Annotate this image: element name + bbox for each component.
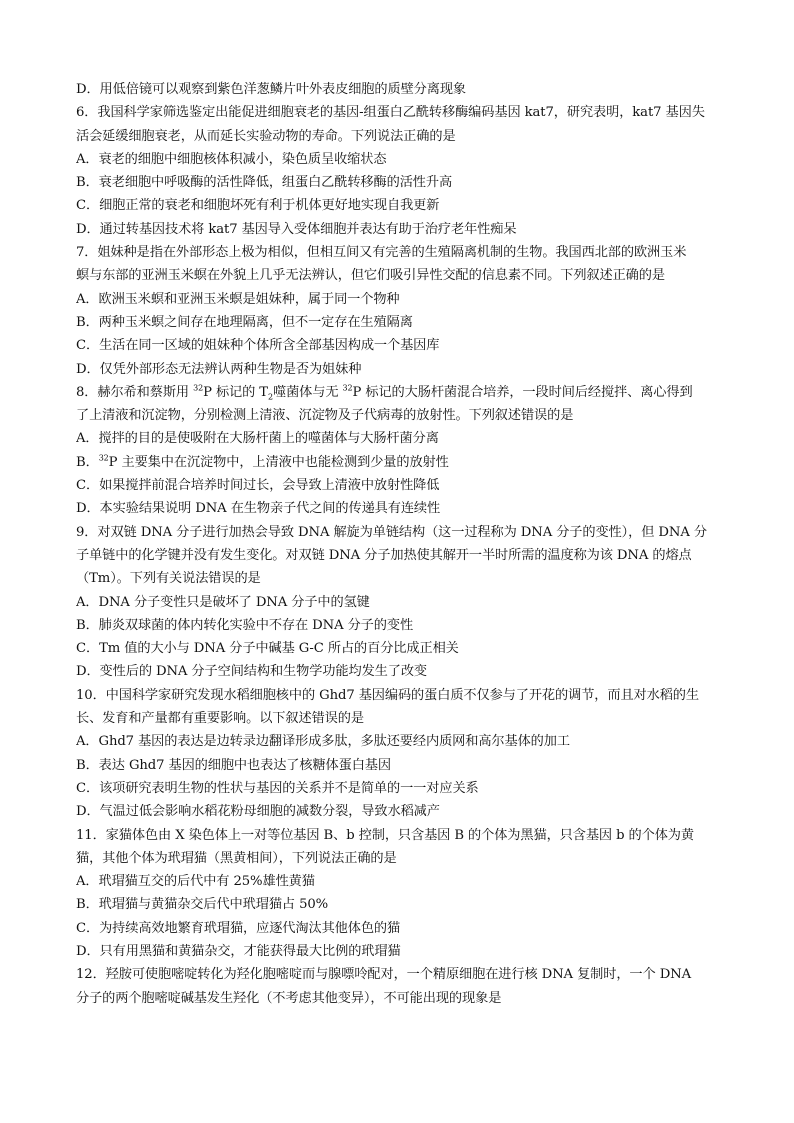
q8-isotope-superscript: 32 [193, 383, 204, 393]
q10-stem-line-2: 长、发育和产量都有重要影响。以下叙述错误的是 [76, 711, 364, 727]
q11-option-a: A．玳瑁猫互交的后代中有 25%雄性黄猫 [76, 874, 315, 890]
q8-stem-text-c: 噬菌体与无 [273, 384, 343, 400]
q9-stem-line-1: 9．对双链 DNA 分子进行加热会导致 DNA 解旋为单链结构（这一过程称为 DNA 分子的变性），但 DNA 分 [76, 524, 707, 540]
q8-option-c: C．如果搅拌前混合培养时间过长，会导致上清液中放射性降低 [76, 478, 440, 494]
q6-option-c: C．细胞正常的衰老和细胞坏死有利于机体更好地实现自我更新 [76, 198, 440, 214]
q8-isotope-superscript-2: 32 [342, 383, 353, 393]
q6-stem-line-2: 活会延缓细胞衰老，从而延长实验动物的寿命。下列说法正确的是 [76, 128, 456, 144]
q10-option-b: B．表达 Ghd7 基因的细胞中也表达了核糖体蛋白基因 [76, 757, 391, 773]
q12-stem-line-2: 分子的两个胞嘧啶碱基发生羟化（不考虑其他变异），不可能出现的现象是 [76, 990, 502, 1006]
page-content [76, 78, 728, 1010]
q6-stem-line-1: 6．我国科学家筛选鉴定出能促进细胞衰老的基因-组蛋白乙酰转移酶编码基因 kat7，研究表明，kat7 基因失 [76, 105, 705, 121]
q10-stem-line-1: 10．中国科学家研究发现水稻细胞核中的 Ghd7 基因编码的蛋白质不仅参与了开花的调节，而且对水稻的生 [76, 687, 699, 703]
q10-option-d: D．气温过低会影响水稻花粉母细胞的减数分裂，导致水稻减产 [76, 804, 440, 820]
q7-stem-line-2: 螟与东部的亚洲玉米螟在外貌上几乎无法辨认，但它们吸引异性交配的信息素不同。下列叙述正确的是 [76, 268, 665, 284]
q6-option-d: D．通过转基因技术将 kat7 基因导入受体细胞并表达有助于治疗老年性痴呆 [76, 221, 517, 237]
q10-option-c: C．该项研究表明生物的性状与基因的关系并不是简单的一一对应关系 [76, 780, 479, 796]
q11-stem-line-2: 猫，其他个体为玳瑁猫（黑黄相间），下列说法正确的是 [76, 850, 397, 866]
q7-stem-line-1: 7．姐妹种是指在外部形态上极为相似，但相互间又有完善的生殖隔离机制的生物。我国西北部的欧洲玉米 [76, 245, 687, 261]
q11-option-b: B．玳瑁猫与黄猫杂交后代中玳瑁猫占 50% [76, 897, 329, 913]
q8-stem-line-1 [76, 381, 728, 404]
q7-option-b: B．两种玉米螟之间存在地理隔离，但不一定存在生殖隔离 [76, 314, 413, 330]
q8-stem-line-2: 了上清液和沉淀物，分别检测上清液、沉淀物及子代病毒的放射性。下列叙述错误的是 [76, 408, 574, 424]
q7-option-d: D．仅凭外部形态无法辨认两种生物是否为姐妹种 [76, 361, 362, 377]
q10-option-a: A．Ghd7 基因的表达是边转录边翻译形成多肽，多肽还要经内质网和高尔基体的加工 [76, 734, 570, 750]
q7-option-c: C．生活在同一区域的姐妹种个体所含全部基因构成一个基因库 [76, 338, 440, 354]
q8-stem-text-a: 8．赫尔希和蔡斯用 [76, 384, 194, 400]
q11-option-d: D．只有用黑猫和黄猫杂交，才能获得最大比例的玳瑁猫 [76, 943, 401, 959]
q8-option-b-text: P 主要集中在沉淀物中，上清液中也能检测到少量的放射性 [108, 454, 449, 470]
q8-option-b [76, 451, 728, 474]
q8-phage-subscript: 2 [268, 392, 273, 402]
q8-option-b-label: B． [76, 454, 99, 470]
q6-option-a: A．衰老的细胞中细胞核体积减小，染色质呈收缩状态 [76, 151, 387, 167]
q9-option-b: B．肺炎双球菌的体内转化实验中不存在 DNA 分子的变性 [76, 617, 414, 633]
q11-stem-line-1: 11．家猫体色由 X 染色体上一对等位基因 B、b 控制，只含基因 B 的个体为黑猫，只含基因 b 的个体为黄 [76, 827, 694, 843]
q7-option-a: A．欧洲玉米螟和亚洲玉米螟是姐妹种，属于同一个物种 [76, 291, 400, 307]
q11-option-c: C．为持续高效地繁育玳瑁猫，应逐代淘汰其他体色的猫 [76, 920, 401, 936]
q9-option-d: D．变性后的 DNA 分子空间结构和生物学功能均发生了改变 [76, 664, 428, 680]
q5-option-d: D．用低倍镜可以观察到紫色洋葱鳞片叶外表皮细胞的质壁分离现象 [76, 82, 467, 97]
q8-option-b-superscript: 32 [98, 453, 109, 463]
q8-stem-text-b: P 标记的 T [203, 384, 268, 400]
q6-option-b: B．衰老细胞中呼吸酶的活性降低，组蛋白乙酰转移酶的活性升高 [76, 175, 453, 191]
q8-stem-text-d: P 标记的大肠杆菌混合培养，一段时间后经搅拌、离心得到 [352, 384, 693, 400]
q9-stem-line-2: 子单链中的化学键并没有发生变化。对双链 DNA 分子加热使其解开一半时所需的温度称为该 DNA 的熔点 [76, 547, 692, 563]
q8-option-a: A．搅拌的目的是使吸附在大肠杆菌上的噬菌体与大肠杆菌分离 [76, 431, 439, 447]
q9-option-c: C．Tm 值的大小与 DNA 分子中碱基 G-C 所占的百分比成正相关 [76, 641, 459, 657]
q9-option-a: A．DNA 分子变性只是破坏了 DNA 分子中的氢键 [76, 594, 370, 610]
q8-option-d: D．本实验结果说明 DNA 在生物亲子代之间的传递具有连续性 [76, 501, 441, 517]
q9-stem-line-3: （Tm）。下列有关说法错误的是 [76, 571, 261, 587]
q12-stem-line-1: 12．羟胺可使胞嘧啶转化为羟化胞嘧啶而与腺嘌呤配对，一个精原细胞在进行核 DNA 复制时，一个 DNA [76, 967, 692, 983]
